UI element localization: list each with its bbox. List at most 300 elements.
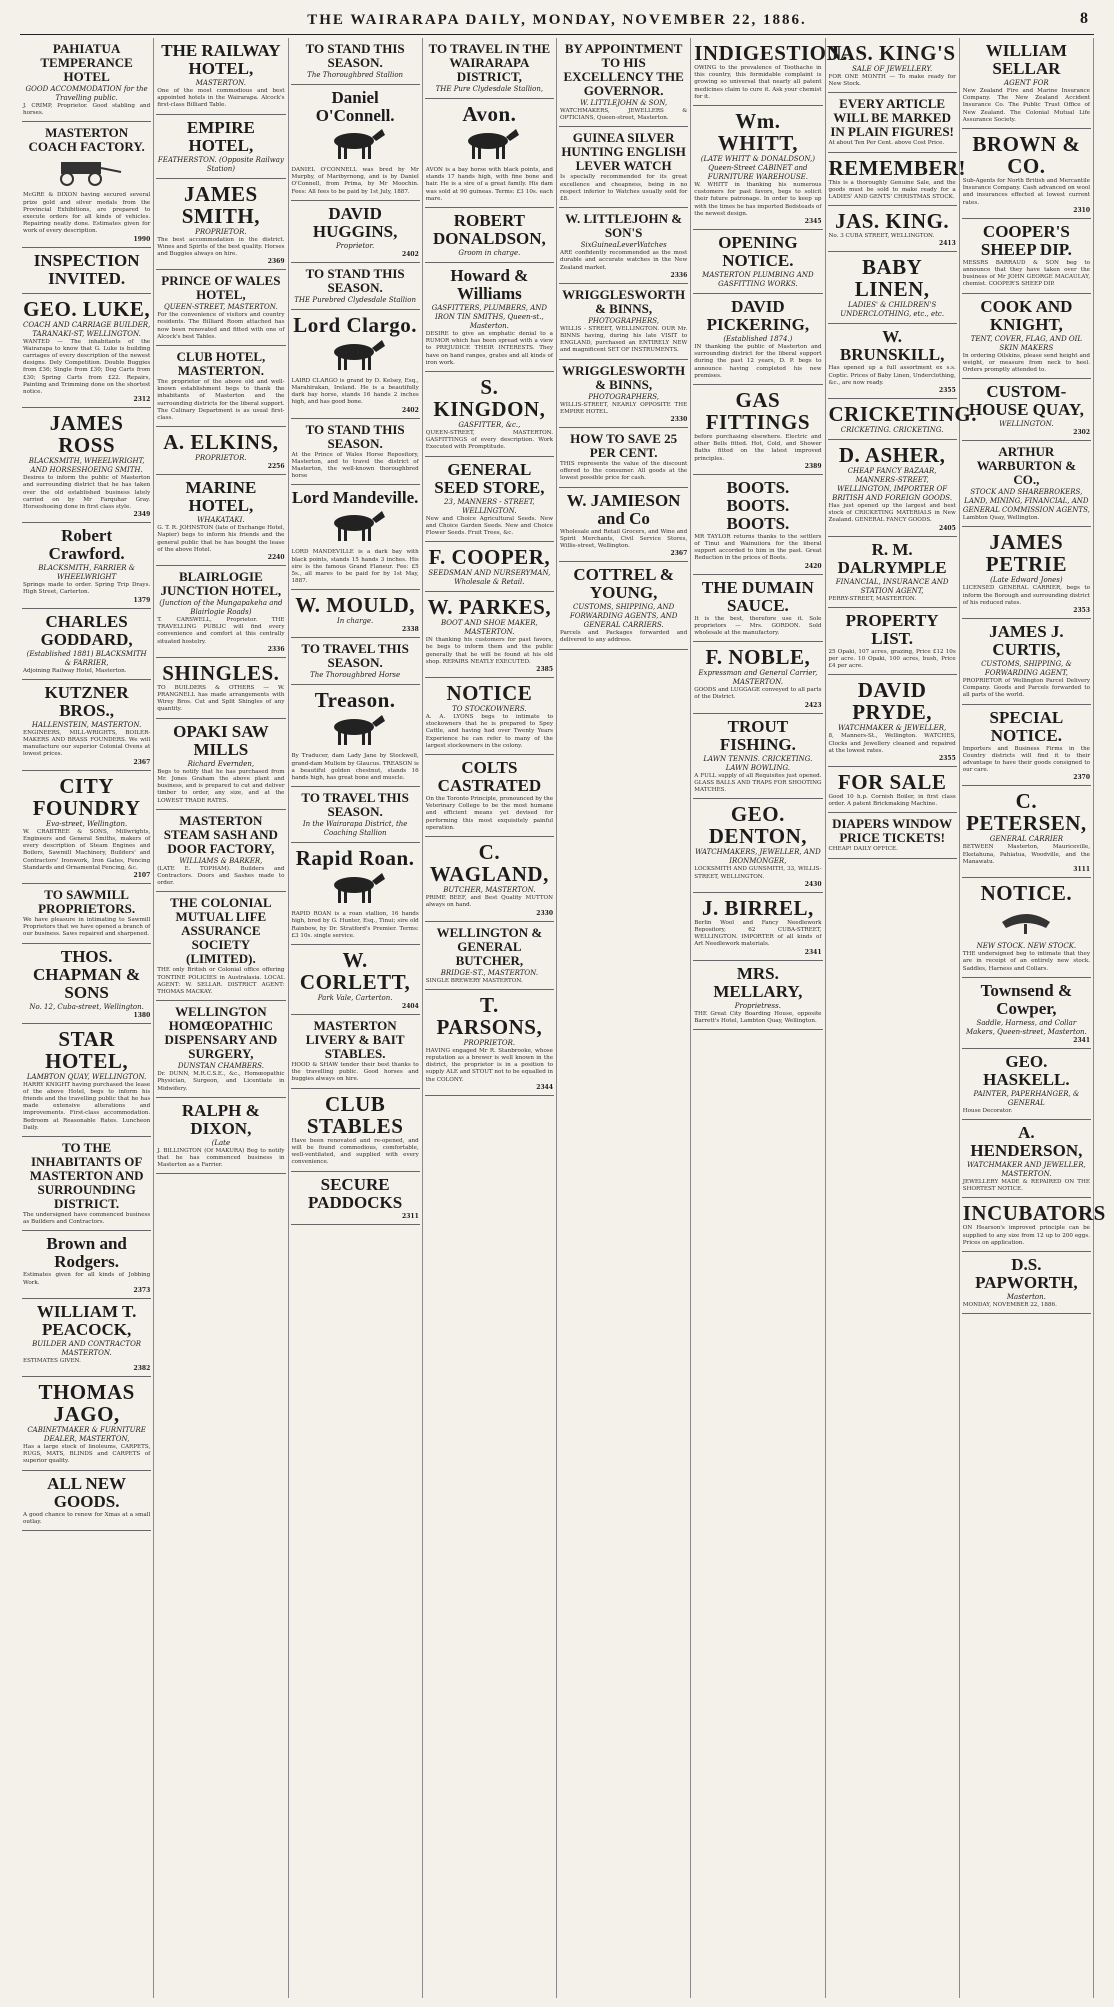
ad-body: Good 10 h.p. Cornish Boiler, in first class order. A patent Brickmaking Machine. — [828, 794, 956, 808]
ad-subheading: CUSTOMS, SHIPPING, AND FORWARDING AGENTS, AND GENERAL CARRIERS. — [569, 603, 678, 630]
ad-body: One of the most commodious and best appointed hotels in the Wairarapa. Alcock's first-class Billiard Table. — [157, 88, 285, 109]
ad-body: JEWELLERY MADE & REPAIRED ON THE SHORTEST NOTICE. — [962, 1178, 1090, 1193]
ad-body: This is a thoroughly Genuine Sale, and the goods must be sold to make ready for a LADIES' AND GENTS' CHRISTMAS STOCK. — [828, 179, 956, 201]
ad-heading: HOW TO SAVE 25 PER CENT. — [570, 431, 678, 461]
ad-heading: EVERY ARTICLE WILL BE MARKED IN PLAIN FIGURES! — [830, 96, 954, 140]
advertisement — [425, 755, 554, 837]
ad-heading: STAR HOTEL, — [45, 1026, 129, 1073]
ad-subheading: BUILDER AND CONTRACTOR MASTERTON. — [32, 1339, 142, 1357]
advertisement — [156, 115, 285, 179]
ad-body: ENGINEERS, MILL-WRIGHTS, BOILER-MAKERS AND BRASS FOUNDERS. We will manufacture our superior Colonial Ovens at lowest prices. — [23, 729, 151, 758]
ad-body: Sub-Agents for North British and Mercantile Insurance Company. Cash advanced on wool and insurances effected at lowest current rates. — [962, 178, 1090, 206]
ad-heading: BABY LINEN, — [854, 255, 930, 302]
advertisement — [22, 248, 151, 294]
advertisement — [22, 1299, 151, 1377]
ad-heading: DIAPERS WINDOW PRICE TICKETS! — [832, 816, 953, 846]
ad-heading: GUINEA SILVER HUNTING ENGLISH LEVER WATCH — [561, 130, 686, 174]
advertisement — [22, 523, 151, 608]
ad-subheading: BLACKSMITH, WHEELWRIGHT, AND HORSESHOEING SMITH. — [28, 457, 145, 475]
ad-heading: JAMES PETRIE — [985, 530, 1067, 577]
ad-heading: W. BRUNSKILL, — [839, 327, 945, 365]
ad-heading: SPECIAL NOTICE. — [989, 707, 1064, 745]
ad-subheading: MASTERTON PLUMBING AND GASFITTING WORKS. — [702, 271, 814, 289]
ad-heading: OPAKI SAW MILLS — [173, 721, 269, 759]
advertisement — [962, 1252, 1091, 1314]
page-number: 8 — [1080, 10, 1090, 27]
ad-body: LAIRD CLARGO is grand by D. Kelsey, Esq., Marahirakan, Ireland. He is a beautifully dark bay horse, stands 16 hands 2 inches high, and has good bone. — [291, 377, 419, 406]
ad-number: 2420 — [804, 562, 822, 570]
ad-heading: J. BIRREL, — [701, 895, 814, 920]
advertisement — [962, 619, 1091, 705]
ad-heading: CRICKETING. — [828, 402, 977, 427]
ad-subheading: AGENT FOR — [1004, 79, 1049, 87]
ad-heading: NOTICE — [446, 681, 533, 706]
ad-number: 2355 — [939, 755, 956, 763]
ad-number: 2373 — [133, 1286, 151, 1294]
ad-body: WILLIS - STREET, WELLINGTON. OUR Mr. BINNS having, during his late VISIT to ENGLAND, purchased an ENTIRELY NEW and magnificent SET OF INSTRUMENTS. — [560, 325, 688, 354]
column-3 — [289, 38, 423, 1998]
ad-subheading: (LATE WHITT & DONALDSON,) Queen-Street CABINET and FURNITURE WAREHOUSE. — [700, 155, 815, 182]
ad-heading: WILLIAM T. PEACOCK, — [36, 1301, 137, 1339]
ad-heading: Avon. — [462, 102, 517, 126]
advertisement — [425, 542, 554, 592]
ad-heading: S. KINGDON, — [433, 375, 546, 422]
column-6 — [691, 38, 848, 1998]
ad-heading: DAVID PICKERING, — [706, 297, 810, 335]
ad-heading: NOTICE. — [980, 881, 1073, 906]
ad-body: WANTED — The inhabitants of the Wairarapa to know that G. Luke is building carriages of every description of the newest designs. Dely Competition. Double Buggies from £36; Single from £30; Dog Carts from £30; Spring Carts from £22. Repairs, Painting and Trimming done on the shortest notice. — [23, 338, 151, 396]
ad-body: A. A. LYONS begs to intimate to stockowners that he is prepared to Spey Cattle, and having had over Twenty Years Experience he can refer to many of the largest stockowners in the colony. — [425, 714, 553, 749]
ad-number: 2355 — [939, 387, 956, 395]
ad-number: 2423 — [804, 701, 822, 709]
ad-number: 2107 — [133, 871, 151, 879]
ad-heading: COOK AND KNIGHT, — [980, 296, 1073, 334]
ad-body: THIS represents the value of the discount offered to the consumer. All goods at the lowest possible price for cash. — [560, 461, 688, 482]
ad-heading: ROBERT DONALDSON, — [432, 211, 546, 249]
advertisement — [156, 892, 285, 1001]
ad-heading: MASTERTON COACH FACTORY. — [28, 125, 145, 155]
advertisement — [156, 179, 285, 271]
ad-number: 2256 — [267, 463, 285, 471]
ad-body: J. CRIMP, Proprietor. Good stabling and horses. — [23, 103, 151, 117]
ad-heading: Robert Crawford. — [48, 526, 125, 564]
ad-heading: JAS. KING. — [835, 209, 950, 234]
ad-body: Estimates given for all kinds of Jobbing Work. — [23, 1272, 151, 1286]
horse-icon — [292, 871, 419, 909]
ad-heading: GENERAL SEED STORE, — [434, 459, 545, 497]
ad-heading: WELLINGTON HOMŒOPATHIC DISPENSARY AND SURGERY, — [164, 1004, 278, 1062]
ad-body: THE Great City Boarding House, opposite Barrett's Hotel, Lambton Quay, Wellington. — [694, 1010, 822, 1024]
ad-heading: W. PARKES, — [427, 595, 552, 620]
ad-number: 1380 — [133, 1011, 151, 1019]
ad-subheading: In the Wairarapa District, the Coaching Stallion — [302, 820, 408, 838]
ad-heading: PRINCE OF WALES HOTEL, — [161, 273, 281, 303]
ad-body: Lambton Quay, Wellington. — [962, 515, 1040, 522]
advertisement — [693, 575, 822, 643]
ad-body: It is the best, therefore use it. Sole proprietors — Mrs. GORDON. Sold wholesale at the manufactory. — [694, 615, 822, 637]
ad-number: 2344 — [536, 1083, 553, 1091]
ad-subheading: Park Vale, Carterton. — [317, 994, 393, 1003]
ad-subheading: Masterton. — [1006, 1292, 1046, 1301]
advertisement — [828, 324, 957, 399]
ad-body: W. WHITT in thanking his numerous customers for past favors, begs to solicit their future patronage. In order to keep up with the times he has imported Bedsteads of the newest design. — [694, 182, 822, 217]
ad-heading: WRIGGLESWORTH & BINNS, — [562, 286, 686, 316]
ad-body: A good chance to renew for Xmas at a small outlay. — [23, 1511, 151, 1525]
ad-heading: CHARLES GODDARD, — [40, 611, 133, 649]
column-1 — [20, 38, 154, 1998]
ad-body: At about Ten Per Cent. above Cost Price. — [828, 140, 945, 147]
ad-number: 1990 — [133, 235, 151, 243]
advertisement — [22, 38, 151, 122]
ad-heading: Brown and Rodgers. — [46, 1234, 127, 1272]
ad-heading: D.S. PAPWORTH, — [975, 1254, 1078, 1292]
ad-heading: GEO. LUKE, — [23, 296, 151, 321]
advertisement — [425, 592, 554, 678]
advertisement — [559, 428, 688, 488]
ad-body: Importers and Business Firms in the Country districts will find it to their advantage to have their goods consigned to our care. — [962, 745, 1090, 774]
ad-number: 2310 — [1073, 206, 1090, 214]
ad-number: 2402 — [402, 406, 419, 414]
ad-number: 2370 — [1073, 774, 1090, 782]
advertisement — [693, 961, 822, 1030]
advertisement — [425, 38, 554, 99]
advertisement — [291, 638, 420, 685]
ad-body: Berlin Wool and Fancy Needlework Repository, 62 CUBA-STREET, WELLINGTON. IMPORTER of all kinds of Art Needlework materials. — [694, 919, 822, 948]
advertisement — [22, 294, 151, 409]
ad-heading: W. JAMIESON and Co — [566, 490, 681, 528]
saddle-icon — [963, 906, 1090, 940]
ad-subheading: In charge. — [336, 617, 374, 626]
advertisement — [156, 566, 285, 658]
advertisement — [559, 488, 688, 563]
ad-subheading: CHEAP FANCY BAZAAR, MANNERS-STREET, WELLINGTON, IMPORTER OF BRITISH AND FOREIGN GOODS. — [832, 467, 953, 503]
advertisement — [962, 38, 1091, 129]
advertisement — [156, 1098, 285, 1175]
ad-subheading: GASFITTER, &c., — [458, 421, 521, 430]
ad-heading: R. M. DALRYMPLE — [837, 539, 947, 577]
masthead — [20, 6, 1094, 35]
ad-body: SINGLE BREWERY MASTERTON. — [425, 977, 523, 984]
advertisement — [962, 1198, 1106, 1252]
ad-subheading: DUNSTAN CHAMBERS. — [177, 1062, 264, 1071]
ad-heading: W. CORLETT, — [299, 948, 411, 995]
ad-heading: OPENING NOTICE. — [718, 233, 798, 271]
ad-heading: TO STAND THIS SEASON. — [305, 421, 405, 451]
ad-subheading: FEATHERSTON. (Opposite Railway Station) — [157, 155, 284, 173]
ad-body: In ordering Oilskins, please send height and weight, or measure from neck to heel. Orders promptly attended to. — [962, 352, 1090, 374]
ad-body: RAPID ROAN is a roan stallion, 16 hands high, bred by G. Hunter, Esq., Tinui; sire old Rainbow, by Dr. Stratford's Premier. Terms: £3 10s. single service. — [291, 911, 419, 939]
ad-heading: BLAIRLOGIE JUNCTION HOTEL, — [160, 569, 282, 599]
ad-heading: CITY FOUNDRY — [32, 773, 141, 820]
ad-heading: DAVID HUGGINS, — [312, 203, 398, 241]
ad-subheading: MASTERTON. — [195, 79, 246, 87]
advertisement — [291, 685, 420, 787]
ad-subheading: STOCK AND SHAREBROKERS, LAND, MINING, FINANCIAL, AND GENERAL COMMISSION AGENTS, — [962, 488, 1090, 515]
ad-number: 1379 — [133, 596, 151, 604]
ad-body: (LATE E. TOPHAM). Builders and Contractors. Doors and Sashes made to order. — [157, 865, 285, 887]
advertisement — [559, 38, 688, 127]
advertisement — [22, 944, 151, 1024]
ad-heading: MASTERTON LIVERY & BAIT STABLES. — [305, 1018, 405, 1062]
ad-subheading: BOOT AND SHOE MAKER, MASTERTON. — [441, 619, 538, 637]
ad-subheading: LAWN TENNIS. CRICKETING. LAWN BOWLING. — [703, 754, 813, 772]
ad-body: QUEEN-STREET, MASTERTON. GASFITTINGS of every description. Work Executed with Promptitude. — [425, 430, 553, 451]
ad-body: Desires to inform the public of Masterton and surrounding district that he has taken over the old established business lately carried on by Mr Farquhar Gray. Horseshoeing done in first class style. — [23, 475, 151, 511]
advertisement — [693, 893, 822, 961]
ad-heading: Townsend & Cowper, — [980, 980, 1073, 1018]
ad-body: THE only British or Colonial office offering TONTINE POLICIES in Australasia. LOCAL AGENT: W. SELLAR. DISTRICT AGENT: THOMAS MACKAY. — [157, 967, 285, 995]
advertisement — [425, 208, 554, 263]
ad-subheading: QUEEN-STREET, MASTERTON. — [164, 303, 278, 312]
ad-body: Has opened up a full assortment ex s.s. Coptic. Prices of Baby Linen, Underclothing, &c., are now ready. — [828, 365, 956, 386]
ad-body: Dr. DUNN, M.R.C.S.E., &c., Homœopathic Physician, Surgeon, and Licentiate in Midwifery. — [157, 1071, 285, 1092]
ad-subheading: 23, MANNERS - STREET, WELLINGTON. — [444, 497, 535, 515]
column-5 — [557, 38, 691, 1998]
advertisement — [962, 219, 1091, 294]
ad-body: Adjoining Railway Hotel, Masterton. — [23, 667, 127, 674]
ad-heading: FOR SALE — [837, 770, 947, 795]
advertisement — [425, 99, 554, 208]
ad-body: WILLIS-STREET, NEARLY OPPOSITE THE EMPIRE HOTEL. — [560, 401, 688, 415]
advertisement — [693, 38, 848, 106]
ad-number: 2341 — [1073, 1036, 1090, 1044]
ad-heading: MASTERTON STEAM SASH AND DOOR FACTORY, — [163, 812, 278, 856]
ad-heading: C. WAGLAND, — [429, 840, 549, 887]
ad-body: W. CRABTREE & SONS, Millwrights, Engineers and General Smiths, makers of every description of Steam Engines and Boilers, Sawmill Machinery, Builders' and Contractors' Ironwork, Iron Gates, Fencing Standards and Ornamental Fencing, &c. — [23, 828, 151, 871]
advertisement — [828, 608, 957, 676]
ad-heading: MRS. MELLARY, — [713, 963, 803, 1001]
ad-heading: RALPH & DIXON, — [181, 1100, 260, 1138]
ad-heading: INDIGESTION. — [694, 41, 848, 65]
advert-columns — [20, 38, 1106, 1998]
ad-body: MESSRS BARRAUD & SON beg to announce that they have taken over the business of Mr JOHN GEORGE MACAULAY, chemist. COOPER'S SHEEP DIP. — [962, 259, 1090, 288]
ad-subheading: WATCHMAKER & JEWELLER, — [837, 724, 947, 733]
advertisement — [425, 372, 554, 457]
advertisement — [291, 1015, 420, 1089]
ad-heading: WELLINGTON & GENERAL BUTCHER, — [436, 924, 543, 968]
ad-heading: TO STAND THIS SEASON. — [305, 41, 405, 70]
ad-heading: GEO. HASKELL. — [983, 1051, 1070, 1089]
ad-subheading: GENERAL CARRIER — [989, 835, 1063, 844]
ad-body: IN thanking his customers for past favors, he begs to inform them and the public generally that he will be found at his old shop. REPAIRS NEATLY EXECUTED. — [425, 637, 553, 665]
advertisement — [962, 1049, 1091, 1120]
ad-heading: BROWN & CO. — [972, 132, 1081, 179]
ad-number: 2367 — [133, 758, 151, 766]
ad-body: PERRY-STREET, MASTERTON. — [828, 595, 917, 602]
column-2 — [154, 38, 288, 1998]
advertisement — [291, 85, 420, 201]
ad-subheading: (Established 1881) BLACKSMITH & FARRIER, — [26, 649, 147, 667]
ad-body: IN thanking the public of Masterton and surrounding district for the liberal support during the past 12 years, D. P. begs to announce having completed his new premises. — [694, 344, 822, 379]
ad-heading: COOPER'S SHEEP DIP. — [980, 221, 1072, 259]
advertisement — [156, 658, 285, 719]
advertisement — [425, 990, 554, 1096]
ad-body: WATCHMAKERS, JEWELLERS & OPTICIANS, Queen-street, Masterton. — [560, 108, 688, 122]
ad-body: BETWEEN Masterton, Mauriceville, Eketahuna, Pahiatua, Woodville, and the Manawatu. — [962, 844, 1090, 865]
ad-subheading: PROPRIETOR. — [195, 227, 247, 236]
ad-number: 2341 — [804, 948, 822, 956]
ad-body: By Traducer, dam Lady Jane by Stockwell, grand-dam Mullein by Glaucus. TREASON is a beautiful golden chestnut, stands 16 hands high, has great bone and muscle. — [291, 753, 419, 782]
ad-heading: GAS FITTINGS — [705, 388, 811, 435]
ad-heading: INCUBATORS — [962, 1201, 1106, 1226]
ad-heading: TO SAWMILL PROPRIETORS. — [38, 886, 136, 916]
ad-body: before purchasing elsewhere. Electric and other Bells fitted. Hot, Cold, and Shower Baths fitted on the latest improved principles. — [694, 434, 822, 462]
ad-subheading: TO STOCKOWNERS. — [452, 705, 527, 714]
ad-body: 25 Opaki, 107 acres, grazing, Price £12 10s per acre. 10 Opaki, 100 acres, bush, Price £4 per acre. — [828, 648, 956, 670]
ad-body: A FULL supply of all Requisites just opened. GLASS BALLS AND TRAPS FOR SHOOTING MATCHES. — [694, 772, 822, 794]
ad-subheading: The Thoroughbred Horse — [310, 671, 401, 680]
advertisement — [22, 1024, 151, 1137]
ad-subheading: (Junction of the Mungapakeha and Blairlogie Roads) — [159, 599, 283, 617]
advertisement — [291, 1172, 420, 1225]
ad-body: J. BILLINGTON (Of MAKURA) Beg to notify that he has commenced business in Masterton as a Farrier. — [157, 1147, 285, 1169]
advertisement — [828, 38, 957, 93]
ad-body: G. T. R. JOHNSTON (late of Exchange Hotel, Napier) begs to inform his friends and the general public that he has bought the lease of the above Hotel. — [157, 525, 285, 553]
ad-subheading: LADIES' & CHILDREN'S UNDERCLOTHING, etc., etc. — [840, 301, 945, 319]
ad-heading: WRIGGLESWORTH & BINNS, — [562, 362, 686, 392]
column-4 — [423, 38, 557, 1998]
advertisement — [22, 122, 151, 247]
advertisement — [828, 440, 957, 537]
ad-heading: THOMAS JAGO, — [38, 1379, 135, 1426]
ad-heading: TO STAND THIS SEASON. — [305, 265, 405, 295]
ad-heading: TO TRAVEL THIS SEASON. — [301, 641, 409, 671]
advertisement — [22, 1231, 151, 1298]
ad-heading: CUSTOM-HOUSE QUAY, — [968, 382, 1084, 420]
ad-number: 2312 — [133, 396, 151, 404]
ad-subheading: SALE OF JEWELLERY. — [851, 65, 933, 73]
ad-subheading: Saddle, Harness, and Collar Makers, Queen-street, Masterton. — [965, 1018, 1087, 1036]
ad-heading: TO TRAVEL IN THE WAIRARAPA DISTRICT, — [428, 41, 551, 84]
ad-body: We have pleasure in intimating to Sawmill Proprietors that we have opened a branch of our business. Saws repaired and sharpened. — [23, 916, 151, 938]
advertisement — [962, 527, 1091, 619]
advertisement — [291, 485, 420, 590]
ad-heading: THOS. CHAPMAN & SONS — [33, 946, 141, 1002]
advertisement — [156, 1001, 285, 1098]
ad-heading: C. PETERSEN, — [966, 789, 1087, 836]
ad-body: New Zealand Fire and Marine Insurance Company. The New Zealand Accident Insurance Co. The Public Trust Office of New Zealand. The Colonial Mutual Life Assurance Society. — [962, 88, 1090, 123]
ad-heading: PAHIATUA TEMPERANCE HOTEL — [40, 41, 133, 84]
advertisement — [962, 878, 1091, 978]
ad-subheading: GOOD ACCOMMODATION for the Travelling public. — [25, 85, 148, 102]
ad-number: 2302 — [1073, 429, 1090, 437]
ad-heading: Daniel O'Connell. — [315, 88, 395, 125]
advertisement — [425, 263, 554, 372]
ad-body: MR TAYLOR returns thanks to the settlers of Tinui and Wainuiiora for the liberal support accorded to him in the past. Great Reduction in the prices of Boots. — [694, 533, 822, 562]
ad-subheading: Richard Evernden, — [187, 759, 255, 768]
ad-subheading: WATCHMAKERS, JEWELLER, AND IRONMONGER, — [695, 848, 821, 866]
advertisement — [156, 38, 285, 115]
ad-heading: JAMES ROSS — [49, 411, 124, 458]
ad-number: 2336 — [670, 271, 688, 279]
ad-subheading: GASFITTERS, PLUMBERS, AND IRON TIN SMITHS, Queen-st., Masterton. — [431, 304, 547, 331]
ad-subheading: Proprietor. — [335, 241, 375, 250]
ad-number: 2402 — [402, 250, 419, 258]
advertisement — [22, 1471, 151, 1531]
advertisement — [22, 609, 151, 680]
ad-subheading: PHOTOGRAPHERS, — [588, 316, 660, 325]
ad-number: 2330 — [536, 909, 553, 917]
advertisement — [559, 284, 688, 360]
advertisement — [828, 153, 966, 207]
advertisement — [693, 106, 822, 230]
ad-subheading: THE Pure Clydesdale Stallion, — [435, 85, 544, 93]
advertisement — [291, 945, 420, 1015]
ad-body: T. CARSWELL, Proprietor. THE TRAVELLING PUBLIC will find every convenience and comfort at this centrally situated hostelry. — [157, 617, 285, 645]
ad-number: 2330 — [670, 416, 688, 424]
ad-heading: WILLIAM SELLAR — [985, 41, 1067, 78]
advertisement — [291, 263, 420, 310]
ad-subheading: CABINETMAKER & FURNITURE DEALER, MASTERTON, — [27, 1425, 146, 1443]
advertisement — [559, 208, 688, 284]
advertisement — [828, 813, 957, 858]
ad-subheading: TENT, COVER, FLAG, AND OIL SKIN MAKERS — [970, 334, 1083, 352]
ad-body: On the Toronto Principle, pronounced by the Veterinary College to be the most humane and efficient means yet devised for performing this most exquisitely painful operation. — [425, 796, 553, 831]
ad-heading: INSPECTION INVITED. — [33, 250, 140, 288]
advertisement — [22, 771, 151, 884]
ad-heading: ALL NEW GOODS. — [47, 1473, 127, 1511]
ad-subheading: THE Purebred Clydesdale Stallion — [294, 295, 416, 304]
ad-heading: THE COLONIAL MUTUAL LIFE ASSURANCE SOCIETY (LIMITED). — [170, 895, 272, 967]
advertisement — [425, 678, 554, 755]
ad-body: Parcels and Packages forwarded and delivered to any address. — [560, 630, 688, 644]
advertisement — [22, 408, 151, 523]
advertisement — [425, 457, 554, 543]
ad-body: DANIEL O'CONNELL was bred by Mr Murphy, of Maribyrnong, and is by Daniel O'Connell, from Prima, by Mr Moochin. Fees: All fees to be paid by 1st July, 1887. — [291, 167, 419, 195]
advertisement — [828, 537, 957, 608]
ad-heading: Lord Clargo. — [293, 312, 418, 337]
ad-subheading: WATCHMAKER AND JEWELLER, MASTERTON. — [966, 1160, 1086, 1178]
advertisement — [962, 379, 1091, 441]
ad-heading: TO TRAVEL THIS SEASON. — [301, 790, 409, 820]
advertisement — [291, 590, 420, 638]
ad-subheading: WILLIAMS & BARKER, — [179, 856, 263, 865]
horse-icon — [292, 713, 419, 751]
advertisement — [291, 787, 420, 843]
ad-heading: TROUT FISHING. — [719, 716, 796, 754]
ad-subheading: NEW STOCK. NEW STOCK. — [976, 942, 1077, 951]
advertisement — [828, 252, 957, 324]
advertisement — [693, 294, 822, 385]
ad-body: LOCKSMITH AND GUNSMITH, 33, WILLIS-STREET, WELLINGTON. — [694, 866, 822, 880]
ad-body: MONDAY, NOVEMBER 22, 1886. — [962, 1301, 1057, 1308]
ad-subheading: SEEDSMAN AND NURSERYMAN, Wholesale & Retail. — [428, 569, 551, 587]
advertisement — [693, 230, 822, 294]
ad-heading: JAMES SMITH, — [181, 181, 260, 228]
ad-body: No. 3 CUBA STREET, WELLINGTON. — [828, 233, 935, 240]
ad-heading: JAS. KING'S — [828, 41, 956, 65]
ad-heading: JAMES J. CURTIS, — [989, 622, 1064, 660]
advertisement — [156, 270, 285, 346]
ad-subheading: No. 12, Cuba-street, Wellington. — [29, 1002, 144, 1011]
advertisement — [291, 419, 420, 486]
ad-heading: CLUB HOTEL, MASTERTON. — [176, 349, 266, 379]
ad-heading: THE DUMAIN SAUCE. — [701, 577, 814, 615]
ad-subheading: The Thoroughbred Stallion — [307, 71, 404, 79]
ad-heading: F. COOPER, — [428, 545, 551, 570]
ad-subheading: BRIDGE-ST., MASTERTON. — [440, 968, 539, 977]
ad-body: HAVING engaged Mr R. Stanbrooke, whose reputation as a brewer is well known in the district, the proprietor is in a position to supply ALE and STOUT not to be equalled in the COLONY. — [425, 1047, 553, 1083]
ad-heading: PROPERTY LIST. — [845, 610, 939, 648]
ad-body: ARE confidently recommended as the most durable and accurate watches in the New Zealand market. — [560, 250, 688, 271]
horse-icon — [426, 127, 553, 165]
ad-heading: F. NOBLE, — [705, 645, 811, 670]
advertisement — [291, 1089, 420, 1172]
ad-heading: KUTZNER BROS., — [44, 682, 129, 720]
advertisement — [962, 1120, 1091, 1198]
ad-body: FOR ONE MONTH — To make ready for New Stock. — [828, 74, 956, 88]
advertisement — [962, 978, 1091, 1049]
